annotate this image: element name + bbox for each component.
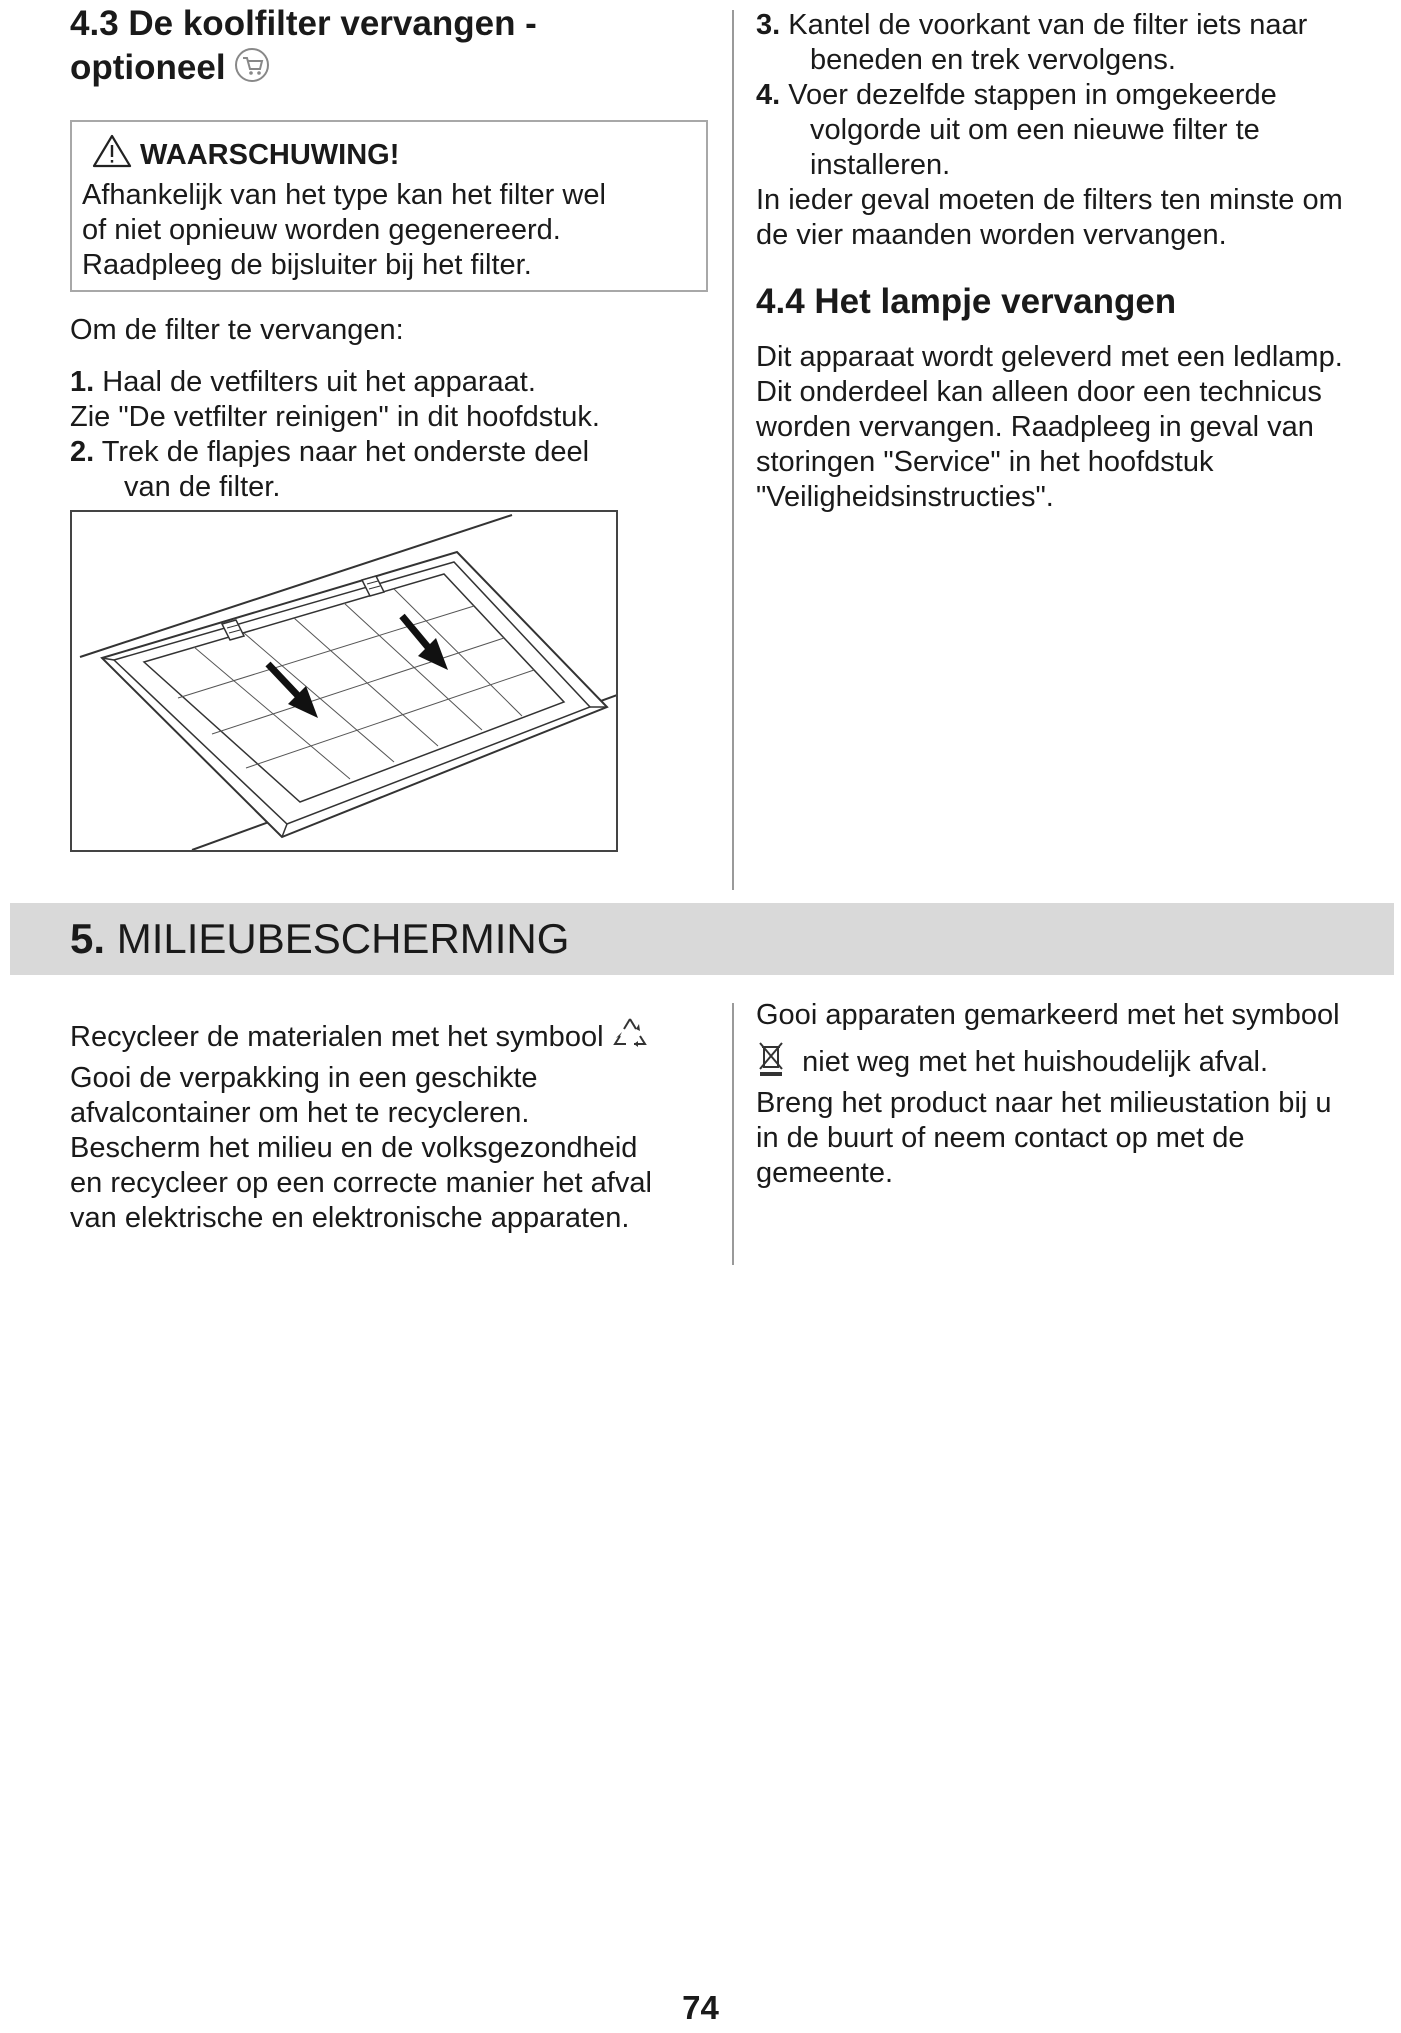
section-4-4-line: "Veiligheidsinstructies". <box>756 481 1054 513</box>
step-2-text-cont: van de filter. <box>124 471 281 503</box>
replacement-note-line: In ieder geval moeten de filters ten minste om <box>756 184 1343 216</box>
step-1-text: Haal de vetfilters uit het apparaat. <box>102 366 536 398</box>
section-4-3-heading <box>70 2 710 94</box>
section-5-title <box>70 915 569 963</box>
step-4-text-cont: volgorde uit om een nieuwe filter te <box>810 114 1260 146</box>
section-5-right-line: niet weg met het huishoudelijk afval. <box>802 1046 1269 1078</box>
warning-box <box>70 120 708 292</box>
step-2-text: Trek de flapjes naar het onderste deel <box>101 436 590 468</box>
section-5-left-line: afvalcontainer om het te recycleren. <box>70 1097 530 1129</box>
warning-line: of niet opnieuw worden gegenereerd. <box>82 214 561 246</box>
section-5-number: 5. <box>70 915 106 962</box>
replacement-note <box>756 183 1396 253</box>
step-2 <box>70 435 710 505</box>
section-4-4-line: worden vervangen. Raadpleeg in geval van <box>756 411 1314 443</box>
step-3-text: Kantel de voorkant van de filter iets naar <box>788 9 1308 41</box>
section-5-left-line: van elektrische en elektronische apparaten. <box>70 1202 630 1234</box>
warning-line: Afhankelijk van het type kan het filter wel <box>82 179 606 211</box>
section-4-4-line: storingen "Service" in het hoofdstuk <box>756 446 1214 478</box>
section-5-banner <box>10 903 1394 975</box>
warning-body <box>82 178 697 283</box>
section-5-left-text <box>70 1016 710 1236</box>
filter-illustration <box>70 510 618 852</box>
section-5-left-line: Recycleer de materialen met het symbool <box>70 1021 604 1053</box>
step-1-note: Zie "De vetfilter reinigen" in dit hoofdstuk. <box>70 401 600 433</box>
section-5-right-line: gemeente. <box>756 1157 894 1189</box>
recycle-icon <box>612 1016 648 1061</box>
crossed-bin-icon <box>756 1041 786 1086</box>
section-5-right-line: in de buurt of neem contact op met de <box>756 1122 1245 1154</box>
section-4-3-title-line1: 4.3 De koolfilter vervangen - <box>70 4 537 43</box>
section-5-left-line: Bescherm het milieu en de volksgezondheid <box>70 1132 638 1164</box>
section-5-right-text <box>756 998 1396 1191</box>
page-number: 74 <box>682 1989 719 2026</box>
step-1 <box>70 365 710 435</box>
warning-line: Raadpleeg de bijsluiter bij het filter. <box>82 249 532 281</box>
section-5-title-text: MILIEUBESCHERMING <box>116 915 570 962</box>
replacement-note-line: de vier maanden worden vervangen. <box>756 219 1227 251</box>
column-divider-top <box>732 10 734 890</box>
step-3-text-cont: beneden en trek vervolgens. <box>810 44 1176 76</box>
section-4-4-line: Dit apparaat wordt geleverd met een ledlamp. <box>756 341 1343 373</box>
step-4 <box>756 78 1396 183</box>
section-5-left-line: Gooi de verpakking in een geschikte <box>70 1062 538 1094</box>
section-4-4-line: Dit onderdeel kan alleen door een technicus <box>756 376 1322 408</box>
section-4-3-title <box>70 2 710 94</box>
section-4-3-title-line2: optioneel <box>70 48 226 87</box>
warning-title <box>92 134 399 173</box>
filter-intro: Om de filter te vervangen: <box>70 314 404 346</box>
column-divider-bottom <box>732 1003 734 1265</box>
section-4-4-heading <box>756 280 1396 324</box>
warning-title-text: WAARSCHUWING! <box>140 139 400 171</box>
section-5-right-line: Breng het product naar het milieustation bij u <box>756 1087 1332 1119</box>
step-1-number: 1. <box>70 366 95 398</box>
step-4-number: 4. <box>756 79 781 111</box>
step-3-number: 3. <box>756 9 781 41</box>
shopping-cart-icon <box>234 47 270 94</box>
section-5-right-line: Gooi apparaten gemarkeerd met het symbool <box>756 999 1340 1031</box>
step-3 <box>756 8 1396 78</box>
section-4-4-title: 4.4 Het lampje vervangen <box>756 282 1177 321</box>
warning-triangle-icon <box>92 134 132 168</box>
section-5-left-line: en recycleer op een correcte manier het afval <box>70 1167 652 1199</box>
step-4-text: Voer dezelfde stappen in omgekeerde <box>788 79 1277 111</box>
step-2-number: 2. <box>70 436 95 468</box>
step-4-text-cont: installeren. <box>810 149 951 181</box>
section-4-4-body <box>756 340 1396 515</box>
